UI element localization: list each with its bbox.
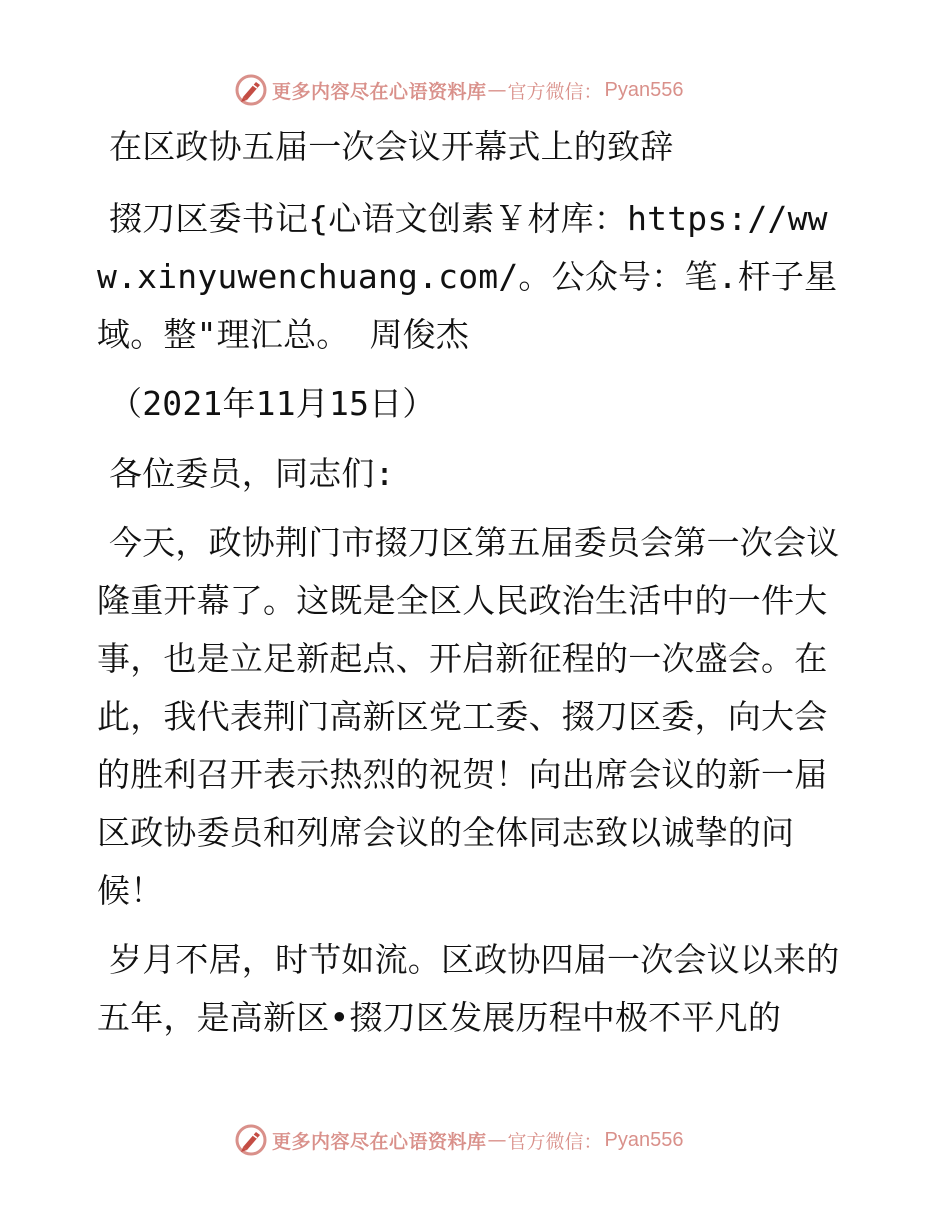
watermark-wechat-account: Pyan556 bbox=[604, 1128, 684, 1151]
salutation: 各位委员，同志们: bbox=[109, 454, 395, 493]
watermark-wechat-label: 官方微信： bbox=[507, 80, 603, 103]
body-paragraph: 岁月不居，时节如流。区政协四届一次会议以来的五年，是高新区•掇刀区发展历程中极不平凡的 bbox=[97, 940, 840, 1037]
watermark-content bbox=[234, 1122, 684, 1158]
watermark-text: 更多内容尽在心语资料库 bbox=[272, 80, 487, 103]
document-body bbox=[97, 118, 857, 1058]
watermark-banner-top bbox=[0, 70, 950, 110]
watermark-separator: — bbox=[487, 1129, 507, 1151]
author-line: 掇刀区委书记{心语文创素￥材库：https://www.xinyuwenchuang.com/。公众号：笔.杆子星域。整"理汇总。 周俊杰 bbox=[97, 199, 838, 354]
pen-circle-logo-icon bbox=[234, 1123, 268, 1157]
watermark-wechat-account: Pyan556 bbox=[604, 78, 684, 101]
body-paragraph: 今天，政协荆门市掇刀区第五届委员会第一次会议隆重开幕了。这既是全区人民政治生活中的一件大事，也是立足新起点、开启新征程的一次盛会。在此，我代表荆门高新区党工委、掇刀区委，向大会的胜利召开表示热烈的祝贺！向出席会议的新一届区政协委员和列席会议的全体同志致以诚挚的问候！ bbox=[97, 523, 840, 910]
watermark-banner-bottom bbox=[0, 1120, 950, 1160]
watermark-text: 更多内容尽在心语资料库 bbox=[272, 1130, 487, 1153]
watermark-separator: — bbox=[487, 79, 507, 101]
watermark-wechat-label: 官方微信： bbox=[507, 1130, 603, 1153]
watermark-content bbox=[234, 72, 684, 108]
speech-date: （2021年11月15日） bbox=[109, 384, 436, 423]
pen-circle-logo-icon bbox=[234, 73, 268, 107]
document-title: 在区政协五届一次会议开幕式上的致辞 bbox=[109, 127, 674, 166]
